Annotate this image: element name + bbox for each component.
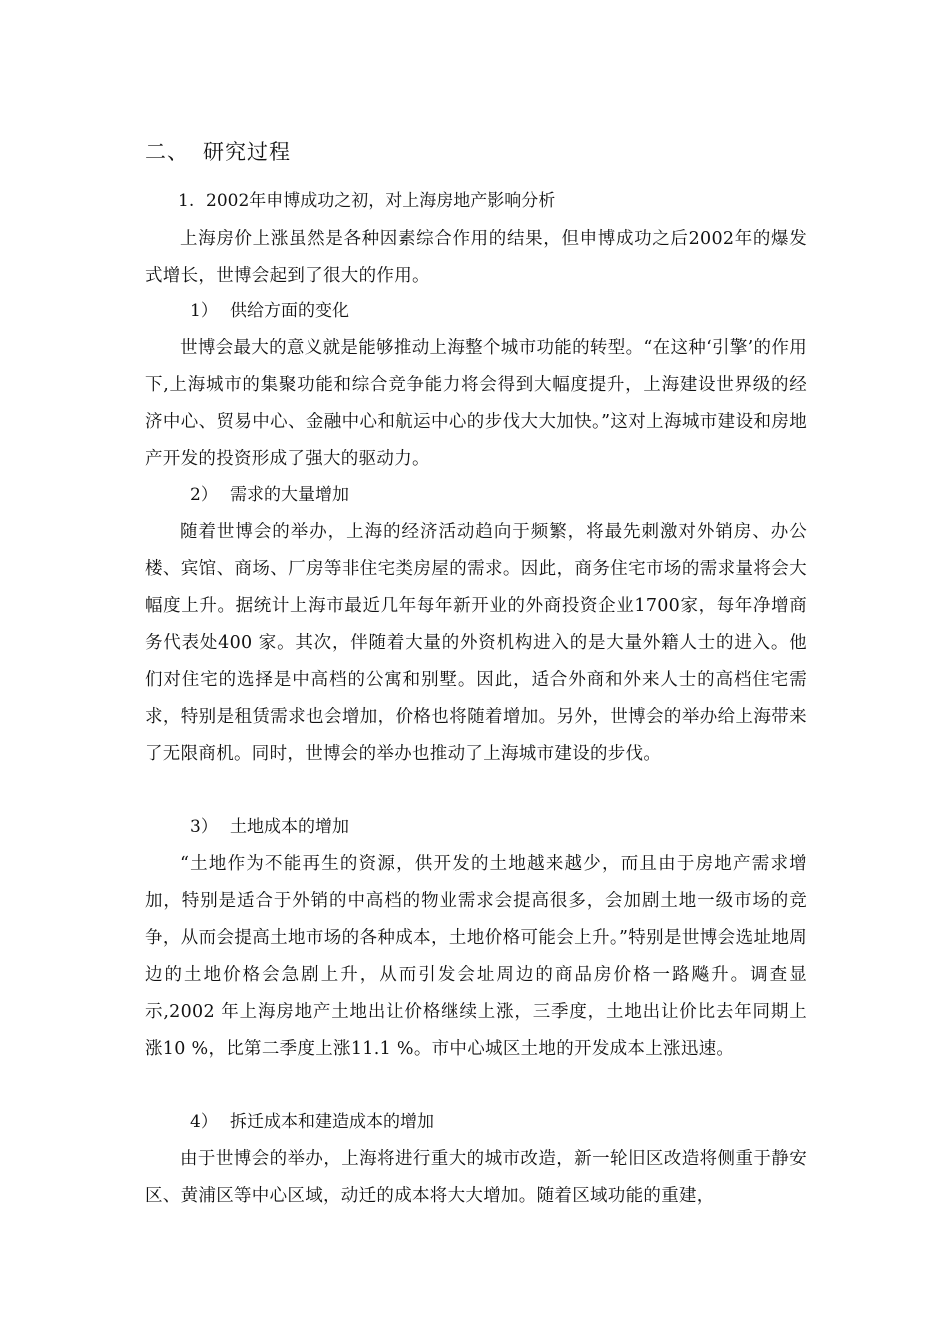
section-heading bbox=[145, 138, 291, 166]
item-heading-2 bbox=[190, 482, 349, 508]
section-number: 二、 bbox=[145, 140, 189, 164]
item-heading-4 bbox=[190, 1109, 434, 1135]
subsection-title: 2002年申博成功之初，对上海房地产影响分析 bbox=[206, 191, 556, 211]
item-paragraph-4: 由于世博会的举办，上海将进行重大的城市改造，新一轮旧区改造将侧重于静安区、黄浦区等中心区域，动迁的成本将大大增加。随着区域功能的重建， bbox=[145, 1149, 807, 1206]
item-paragraph-1: 世博会最大的意义就是能够推动上海整个城市功能的转型。“在这种‘引擎’的作用下,上海城市的集聚功能和综合竞争能力将会得到大幅度提升，上海建设世界级的经济中心、贸易中心、金融中心和航运中心的步伐大大加快。”这对上海城市建设和房地产开发的投资形成了强大的驱动力。 bbox=[145, 338, 807, 469]
item-title: 土地成本的增加 bbox=[230, 817, 349, 837]
section-title: 研究过程 bbox=[203, 140, 291, 164]
item-paragraph-3: “土地作为不能再生的资源，供开发的土地越来越少，而且由于房地产需求增加，特别是适合于外销的中高档的物业需求会提高很多，会加剧土地一级市场的竞争，从而会提高土地市场的各种成本，土地价格可能会上升。”特别是世博会选址地周边的土地价格会急剧上升，从而引发会址周边的商品房价格一路飚升。调查显示,2002 年上海房地产土地出让价格继续上涨，三季度，土地出让价比去年同期上涨10 %，比第二季度上涨11.1 %。市中心城区土地的开发成本上涨迅速。 bbox=[145, 854, 807, 1059]
item-paragraph-2: 随着世博会的举办，上海的经济活动趋向于频繁，将最先刺激对外销房、办公楼、宾馆、商场、厂房等非住宅类房屋的需求。因此，商务住宅市场的需求量将会大幅度上升。据统计上海市最近几年每年新开业的外商投资企业1700家，每年净增商务代表处400 家。其次，伴随着大量的外资机构进入的是大量外籍人士的进入。他们对住宅的选择是中高档的公寓和别墅。因此，适合外商和外来人士的高档住宅需求，特别是租赁需求也会增加，价格也将随着增加。另外，世博会的举办给上海带来了无限商机。同时，世博会的举办也推动了上海城市建设的步伐。 bbox=[145, 522, 807, 764]
item-number: 3） bbox=[190, 817, 218, 837]
item-number: 1） bbox=[190, 301, 218, 321]
item-title: 拆迁成本和建造成本的增加 bbox=[230, 1112, 434, 1132]
subsection-number: 1. bbox=[178, 191, 195, 211]
item-heading-3 bbox=[190, 814, 349, 840]
subsection-heading bbox=[178, 188, 555, 214]
item-heading-1 bbox=[190, 298, 349, 324]
intro-paragraph: 上海房价上涨虽然是各种因素综合作用的结果，但申博成功之后2002年的爆发式增长，世博会起到了很大的作用。 bbox=[145, 229, 807, 286]
item-title: 供给方面的变化 bbox=[230, 301, 349, 321]
item-title: 需求的大量增加 bbox=[230, 485, 349, 505]
item-number: 2） bbox=[190, 485, 218, 505]
item-number: 4） bbox=[190, 1112, 218, 1132]
